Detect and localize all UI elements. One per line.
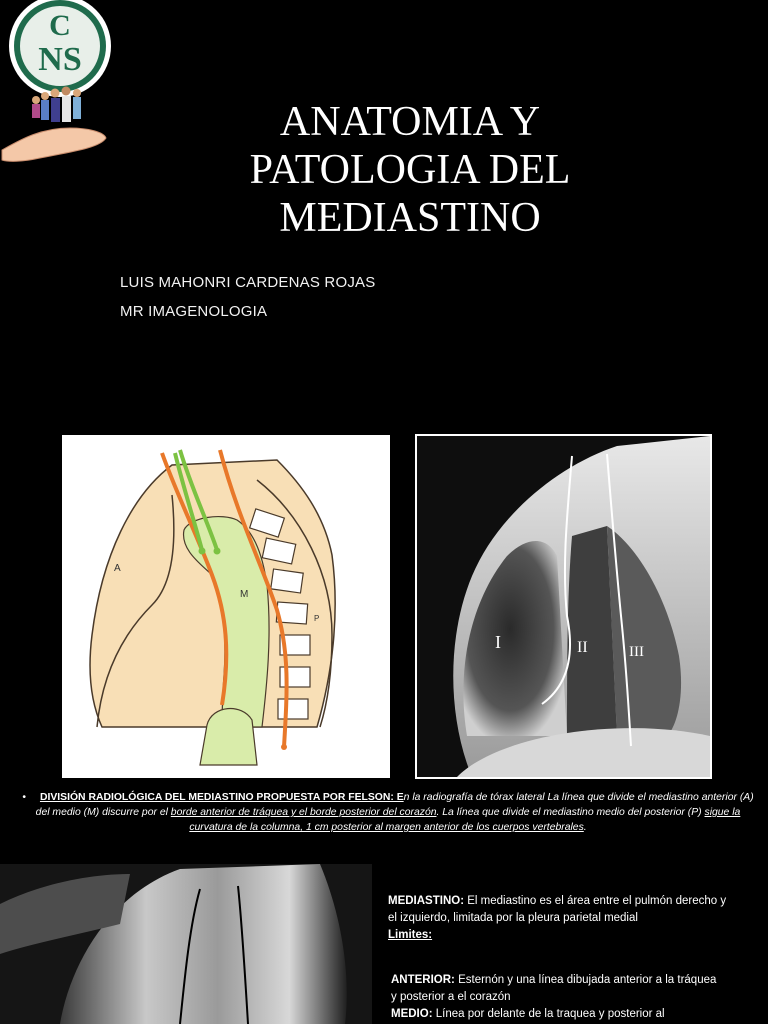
limits-label: Limites: <box>388 929 433 941</box>
author-role: MR IMAGENOLOGIA <box>120 303 268 320</box>
mediastinum-definition <box>388 893 728 944</box>
label-middle: M <box>240 589 249 600</box>
anterior-term: ANTERIOR: <box>391 974 455 986</box>
caption-text-1: n la radiografía de tórax lateral La línea que divide el mediastino anterior (A) del medio (M) discurre por el <box>35 792 754 818</box>
anterior-text: Esternón y una línea dibujada anterior a la tráquea y posterior a el corazón <box>391 974 717 1003</box>
limit-anterior <box>391 972 721 1006</box>
cns-logo <box>0 0 116 166</box>
felson-caption <box>14 790 762 835</box>
middle-text: Línea por delante de la traquea y posterior al <box>432 1008 665 1020</box>
definition-term: MEDIASTINO: <box>388 895 465 907</box>
xray-image <box>417 436 710 777</box>
felson-diagram <box>62 435 390 778</box>
title-line-2: PATOLOGIA DEL <box>249 147 571 193</box>
caption-underline-2: sigue la curvatura de la columna, 1 cm posterior al margen anterior de los cuerpos vertebrales <box>189 807 741 833</box>
limit-middle <box>391 1006 721 1023</box>
logo-letter-c: C <box>49 9 71 42</box>
slide-title <box>200 98 620 242</box>
middle-term: MEDIO: <box>391 1008 433 1020</box>
label-posterior: P <box>314 614 320 623</box>
cns-logo-icon <box>0 0 116 166</box>
definition-text: El mediastino es el área entre el pulmón derecho y el izquierdo, limitada por la pleura parietal medial <box>388 895 727 924</box>
title-line-3: MEDIASTINO <box>279 195 541 241</box>
label-anterior: A <box>114 563 121 574</box>
title-line-1: ANATOMIA Y <box>279 99 541 145</box>
logo-letters-ns: NS <box>38 41 82 78</box>
author-name: LUIS MAHONRI CARDENAS ROJAS <box>120 274 376 291</box>
bullet: • <box>22 792 26 803</box>
region-label-3: III <box>629 644 644 660</box>
limits-list <box>391 972 721 1023</box>
frontal-chest-xray <box>0 864 372 1024</box>
caption-underline-1: borde anterior de tráquea y el borde posterior del corazón <box>170 807 437 818</box>
lateral-chest-xray <box>415 434 712 779</box>
caption-text-2: . La línea que divide el mediastino medio del posterior (P) <box>436 807 705 818</box>
xray-image-2 <box>0 864 372 1024</box>
region-label-1: I <box>495 632 501 652</box>
caption-lead: DIVISIÓN RADIOLÓGICA DEL MEDIASTINO PROPUESTA POR FELSON: E <box>39 792 404 803</box>
caption-text-3: . <box>583 822 587 833</box>
region-label-2: II <box>577 639 588 656</box>
mediastinum-division-diagram <box>62 435 390 778</box>
